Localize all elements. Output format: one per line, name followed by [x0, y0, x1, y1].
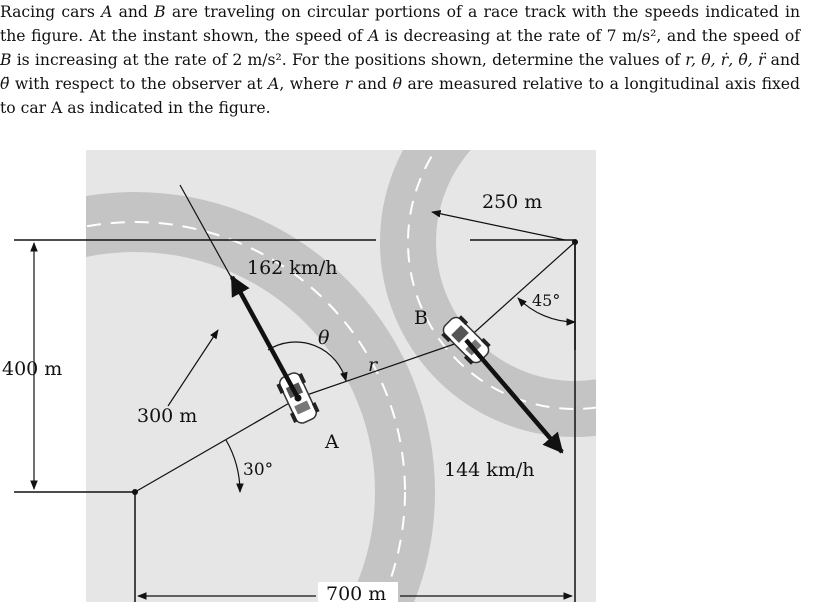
car-a-label: A — [325, 431, 339, 453]
width-label: 700 m — [326, 583, 387, 602]
theta-label: θ — [318, 327, 330, 349]
center-b-dot — [572, 239, 578, 245]
car-b-ref-2: B — [0, 51, 12, 69]
height-label: 400 m — [2, 358, 63, 380]
problem-text-1: Racing cars — [0, 3, 102, 21]
problem-text-3: are traveling on circular portions of a race track with the speeds indicated in the figure. At the instant shown, the speed of — [0, 3, 800, 45]
center-a-dot — [132, 489, 138, 495]
r-ref: r — [344, 75, 353, 93]
problem-text-4: is decreasing at the rate of 7 m/s², and the speed of — [379, 27, 800, 45]
speed-a-label: 162 km/h — [247, 257, 338, 279]
problem-text-7: with respect to the observer at — [9, 75, 269, 93]
theta-ddot: θ̈ — [0, 75, 10, 93]
speed-b-label: 144 km/h — [444, 459, 535, 481]
variables-list: r, θ, ṙ, θ̇, r̈ — [685, 51, 766, 69]
problem-text-9: and — [352, 75, 393, 93]
angle-b-label: 45° — [532, 291, 561, 310]
problem-text-10: are measured relative to a longitudinal axis fixed to car A as indicated in the figure. — [0, 75, 800, 117]
car-a-ref-2: A — [368, 27, 380, 45]
car-a-ref: A — [101, 3, 113, 21]
theta-ref: θ — [392, 75, 402, 93]
problem-text-2: and — [112, 3, 155, 21]
r-label: r — [368, 354, 378, 376]
radius-a-label: 300 m — [137, 405, 198, 427]
problem-text-5: is increasing at the rate of 2 m/s². For the positions shown, determine the values of — [11, 51, 686, 69]
car-b-ref: B — [154, 3, 166, 21]
radius-b-label: 250 m — [482, 191, 543, 213]
car-a-dot — [295, 395, 302, 402]
angle-a-label: 30° — [243, 460, 274, 480]
car-a-ref-3: A — [268, 75, 280, 93]
problem-text-8: , where — [279, 75, 345, 93]
problem-text-6: and — [765, 51, 801, 69]
car-b-label: B — [414, 307, 428, 329]
